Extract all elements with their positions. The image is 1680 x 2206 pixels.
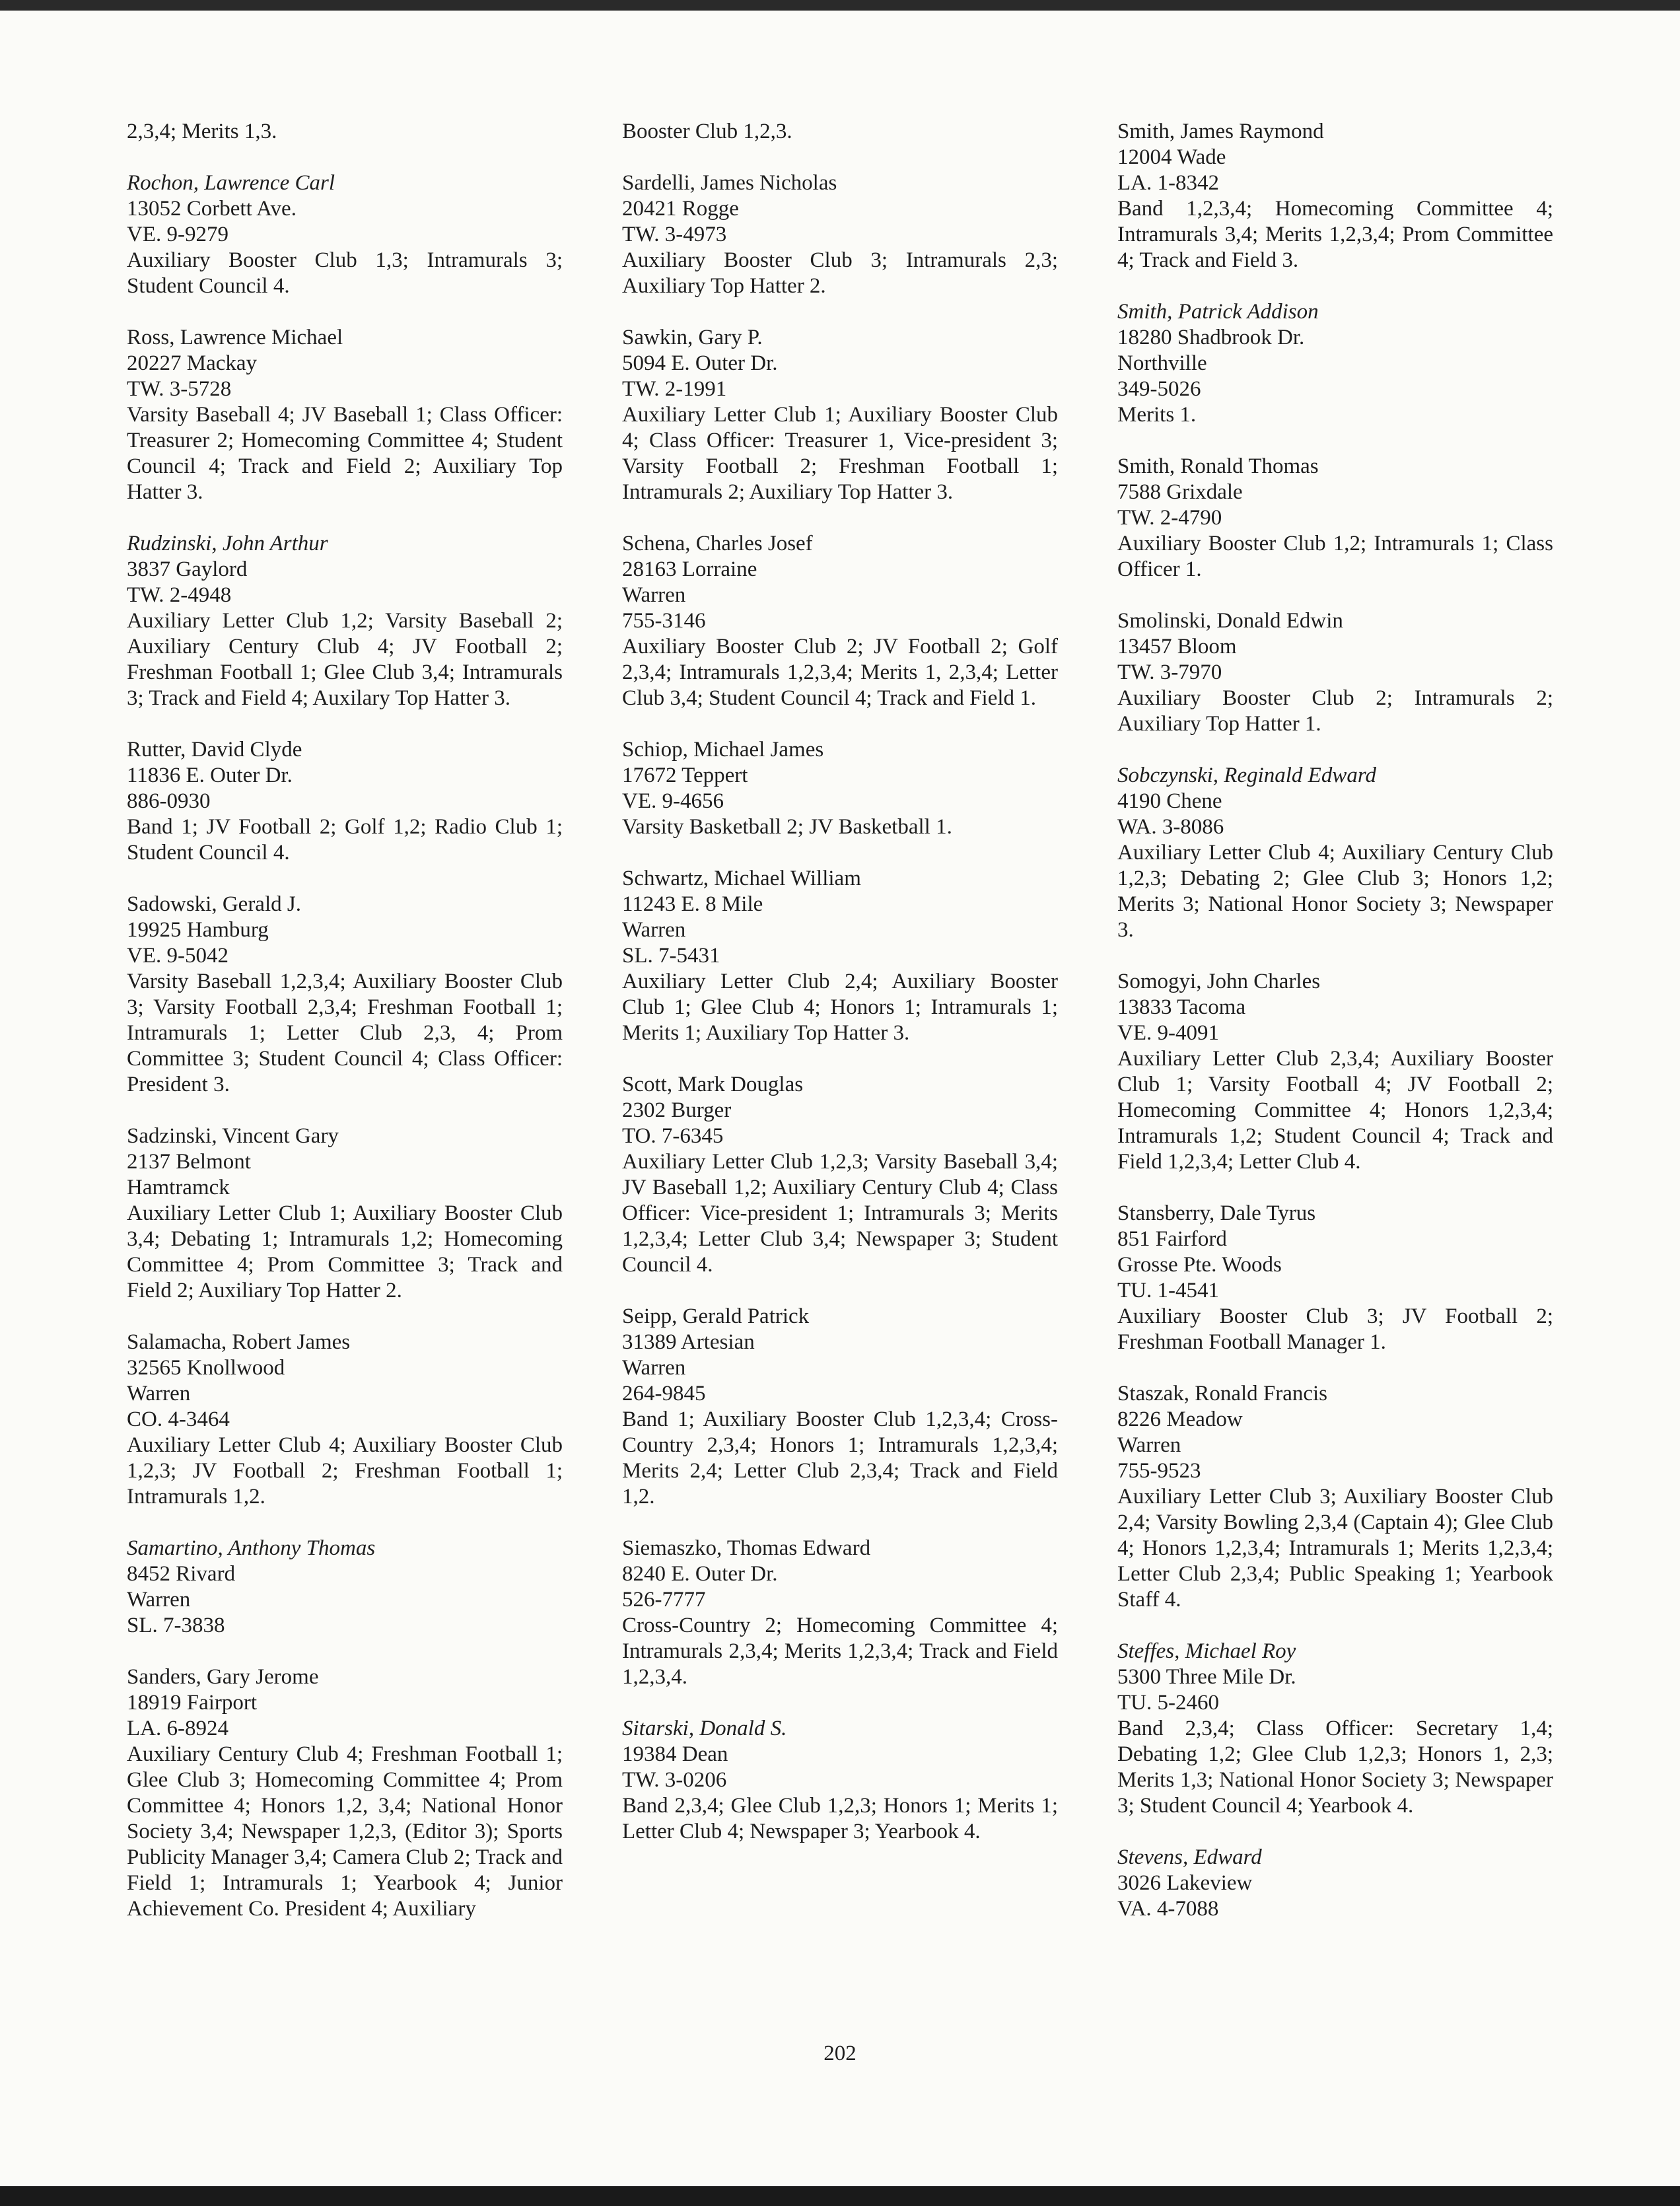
- address-line: 5094 E. Outer Dr.: [622, 351, 778, 375]
- address-line: VE. 9-4656: [622, 789, 724, 813]
- student-entry: [1117, 763, 1553, 943]
- student-entry: [1117, 299, 1553, 428]
- address-line: 755-3146: [622, 609, 706, 633]
- address-line: VA. 4-7088: [1117, 1897, 1219, 1921]
- student-name: Sawkin, Gary P.: [622, 326, 763, 349]
- student-entry: [1117, 969, 1553, 1175]
- activities-text: 2,3,4; Merits 1,3.: [127, 120, 277, 143]
- student-name: Scott, Mark Douglas: [622, 1073, 804, 1096]
- address-line: 11243 E. 8 Mile: [622, 892, 763, 916]
- student-entry: [1117, 1381, 1553, 1613]
- address-line: Grosse Pte. Woods: [1117, 1253, 1282, 1277]
- address-line: 755-9523: [1117, 1459, 1201, 1483]
- address-line: VE. 9-4091: [1117, 1021, 1219, 1045]
- column-2: [622, 119, 1058, 1870]
- student-name: Schiop, Michael James: [622, 738, 824, 762]
- address-line: TW. 3-7970: [1117, 660, 1222, 684]
- address-line: TW. 2-4948: [127, 583, 232, 607]
- address-line: Warren: [1117, 1433, 1181, 1457]
- student-entry: [127, 1123, 563, 1304]
- student-name: Smith, Ronald Thomas: [1117, 454, 1319, 478]
- activities-text: Auxiliary Letter Club 2,3,4; Auxiliary Booster Club 1; Varsity Football 4; JV Football 2; Homecoming Committee 4; Honors 1,2,3,4; Intramurals 1,2; Student Council 4; Track and Field 1,2,3,4; Letter Club 4.: [1117, 1047, 1553, 1174]
- student-entry: [1117, 608, 1553, 737]
- activities-text: Band 1; JV Football 2; Golf 1,2; Radio Club 1; Student Council 4.: [127, 815, 563, 865]
- student-name: Stansberry, Dale Tyrus: [1117, 1201, 1316, 1225]
- student-name: Sadzinski, Vincent Gary: [127, 1124, 339, 1148]
- student-name: Sardelli, James Nicholas: [622, 171, 837, 195]
- student-entry: [127, 1664, 563, 1922]
- address-line: 20421 Rogge: [622, 197, 739, 221]
- student-name: Siemaszko, Thomas Edward: [622, 1536, 871, 1560]
- student-name: Samartino, Anthony Thomas: [127, 1536, 376, 1560]
- student-entry: [127, 325, 563, 505]
- address-line: 264-9845: [622, 1382, 706, 1405]
- student-name: Sitarski, Donald S.: [622, 1717, 787, 1740]
- activities-text: Auxiliary Letter Club 1; Auxiliary Booster Club 4; Class Officer: Treasurer 1, Vice-president 3; Varsity Football 2; Freshman Football 1; Intramurals 2; Auxiliary Top Hatter 3.: [622, 403, 1058, 504]
- address-line: Warren: [622, 918, 686, 942]
- address-line: Warren: [622, 1356, 686, 1380]
- student-entry: [622, 1072, 1058, 1278]
- student-name: Rudzinski, John Arthur: [127, 532, 328, 555]
- activities-text: Merits 1.: [1117, 403, 1197, 427]
- student-name: Schwartz, Michael William: [622, 867, 861, 890]
- address-line: Warren: [622, 583, 686, 607]
- address-line: TW. 3-0206: [622, 1768, 727, 1792]
- address-line: 28163 Lorraine: [622, 557, 757, 581]
- student-entry: [622, 866, 1058, 1046]
- activities-text: Auxiliary Booster Club 2; JV Football 2; Golf 2,3,4; Intramurals 1,2,3,4; Merits 1, 2,3,4; Letter Club 3,4; Student Council 4; Track and Field 1.: [622, 635, 1058, 710]
- address-line: 17672 Teppert: [622, 764, 748, 787]
- student-entry: [622, 170, 1058, 299]
- address-line: 31389 Artesian: [622, 1330, 755, 1354]
- address-line: 18280 Shadbrook Dr.: [1117, 326, 1305, 349]
- address-line: 4190 Chene: [1117, 789, 1222, 813]
- address-line: 886-0930: [127, 789, 211, 813]
- activities-text: Auxiliary Century Club 4; Freshman Football 1; Glee Club 3; Homecoming Committee 4; Prom Committee 4; Honors 1,2, 3,4; National Honor Society 3,4; Newspaper 1,2,3, (Editor 3); Sports Publicity Manager 3,4; Camera Club 2; Track and Field 1; Intramurals 1; Yearbook 4; Junior Achievement Co. President 4; Auxiliary: [127, 1742, 563, 1921]
- column-3: [1117, 119, 1553, 1948]
- address-line: 2137 Belmont: [127, 1150, 251, 1174]
- address-line: 32565 Knollwood: [127, 1356, 285, 1380]
- address-line: 2302 Burger: [622, 1098, 732, 1122]
- address-line: TU. 5-2460: [1117, 1691, 1219, 1715]
- address-line: Warren: [127, 1588, 191, 1612]
- student-entry: [622, 1304, 1058, 1510]
- address-line: 18919 Fairport: [127, 1691, 258, 1715]
- student-entry: [1117, 1639, 1553, 1819]
- address-line: 20227 Mackay: [127, 351, 258, 375]
- activities-text: Varsity Baseball 4; JV Baseball 1; Class Officer: Treasurer 2; Homecoming Committee 4; Student Council 4; Track and Field 2; Auxiliary Top Hatter 3.: [127, 403, 563, 504]
- student-name: Seipp, Gerald Patrick: [622, 1304, 810, 1328]
- address-line: VE. 9-5042: [127, 944, 228, 968]
- activities-text: Band 1,2,3,4; Homecoming Committee 4; Intramurals 3,4; Merits 1,2,3,4; Prom Committee 4; Track and Field 3.: [1117, 197, 1553, 272]
- address-line: TW. 3-4973: [622, 223, 727, 246]
- activities-text: Auxiliary Booster Club 3; JV Football 2; Freshman Football Manager 1.: [1117, 1304, 1553, 1354]
- student-entry: [127, 737, 563, 866]
- address-line: 13833 Tacoma: [1117, 995, 1246, 1019]
- address-line: 19384 Dean: [622, 1742, 728, 1766]
- address-line: 5300 Three Mile Dr.: [1117, 1665, 1296, 1689]
- activities-text: Varsity Baseball 1,2,3,4; Auxiliary Booster Club 3; Varsity Football 2,3,4; Freshman Football 1; Intramurals 1; Letter Club 2,3, 4; Prom Committee 3; Student Council 4; Class Officer: President 3.: [127, 970, 563, 1096]
- activities-text: Band 2,3,4; Glee Club 1,2,3; Honors 1; Merits 1; Letter Club 4; Newspaper 3; Yearbook 4.: [622, 1794, 1058, 1843]
- address-line: 19925 Hamburg: [127, 918, 269, 942]
- activities-text: Auxiliary Letter Club 1,2,3; Varsity Baseball 3,4; JV Baseball 1,2; Auxiliary Century Club 4; Class Officer: Vice-president 1; Intramurals 3; Merits 1,2,3,4; Letter Club 3,4; Newspaper 3; Student Council 4.: [622, 1150, 1058, 1277]
- activities-text: Band 2,3,4; Class Officer: Secretary 1,4; Debating 1,2; Glee Club 1,2,3; Honors 1, 2,3; Merits 1,3; National Honor Society 3; Newspaper 3; Student Council 4; Yearbook 4.: [1117, 1717, 1553, 1818]
- address-line: 7588 Grixdale: [1117, 480, 1243, 504]
- address-line: WA. 3-8086: [1117, 815, 1224, 839]
- student-name: Smolinski, Donald Edwin: [1117, 609, 1343, 633]
- student-entry: [1117, 1845, 1553, 1922]
- address-line: Hamtramck: [127, 1176, 230, 1199]
- student-name: Rochon, Lawrence Carl: [127, 171, 335, 195]
- activities-text: Cross-Country 2; Homecoming Committee 4; Intramurals 2,3,4; Merits 1,2,3,4; Track and Field 1,2,3,4.: [622, 1614, 1058, 1689]
- address-line: Northville: [1117, 351, 1207, 375]
- student-name: Steffes, Michael Roy: [1117, 1639, 1296, 1663]
- student-entry: [1117, 1201, 1553, 1355]
- activities-text: Varsity Basketball 2; JV Basketball 1.: [622, 815, 952, 839]
- student-entry: [622, 737, 1058, 840]
- student-name: Sanders, Gary Jerome: [127, 1665, 319, 1689]
- activities-text: Auxiliary Booster Club 3; Intramurals 2,3; Auxiliary Top Hatter 2.: [622, 248, 1058, 298]
- activities-text: Auxiliary Letter Club 1,2; Varsity Baseball 2; Auxiliary Century Club 4; JV Football 2; Freshman Football 1; Glee Club 3,4; Intramurals 3; Track and Field 4; Auxilary Top Hatter 3.: [127, 609, 563, 710]
- student-name: Schena, Charles Josef: [622, 532, 813, 555]
- address-line: Warren: [127, 1382, 191, 1405]
- address-line: 13457 Bloom: [1117, 635, 1237, 658]
- student-name: Smith, James Raymond: [1117, 120, 1324, 143]
- activities-text: Auxiliary Letter Club 3; Auxiliary Booster Club 2,4; Varsity Bowling 2,3,4 (Captain 4); Glee Club 4; Honors 1,2,3,4; Intramurals 1; Merits 1,2,3,4; Letter Club 2,3,4; Public Speaking 1; Yearbook Staff 4.: [1117, 1485, 1553, 1612]
- activities-text: Auxiliary Letter Club 4; Auxiliary Century Club 1,2,3; Debating 2; Glee Club 3; Honors 1,2; Merits 3; National Honor Society 3; Newspaper 3.: [1117, 841, 1553, 942]
- student-entry: [1117, 119, 1553, 273]
- address-line: 8226 Meadow: [1117, 1407, 1243, 1431]
- address-line: TW. 2-1991: [622, 377, 727, 401]
- student-name: Sobczynski, Reginald Edward: [1117, 764, 1376, 787]
- student-name: Staszak, Ronald Francis: [1117, 1382, 1328, 1405]
- student-entry: [622, 325, 1058, 505]
- student-name: Stevens, Edward: [1117, 1845, 1262, 1869]
- activities-text: Auxiliary Booster Club 1,3; Intramurals 3; Student Council 4.: [127, 248, 563, 298]
- student-entry: [127, 119, 563, 145]
- activities-text: Auxiliary Booster Club 2; Intramurals 2; Auxiliary Top Hatter 1.: [1117, 686, 1553, 736]
- page-number: 202: [823, 2042, 857, 2065]
- student-name: Smith, Patrick Addison: [1117, 300, 1319, 324]
- student-entry: [622, 531, 1058, 711]
- address-line: TU. 1-4541: [1117, 1279, 1219, 1302]
- student-name: Sadowski, Gerald J.: [127, 892, 301, 916]
- student-entry: [1117, 454, 1553, 583]
- address-line: 3026 Lakeview: [1117, 1871, 1253, 1895]
- address-line: 8452 Rivard: [127, 1562, 236, 1586]
- activities-text: Auxiliary Booster Club 1,2; Intramurals 1; Class Officer 1.: [1117, 532, 1553, 581]
- address-line: 349-5026: [1117, 377, 1201, 401]
- activities-text: Band 1; Auxiliary Booster Club 1,2,3,4; Cross-Country 2,3,4; Honors 1; Intramurals 1,2,3,4; Merits 2,4; Letter Club 2,3,4; Track and Field 1,2.: [622, 1407, 1058, 1509]
- scan-top-edge: [0, 0, 1680, 11]
- address-line: CO. 4-3464: [127, 1407, 230, 1431]
- address-line: 11836 E. Outer Dr.: [127, 764, 293, 787]
- student-entry: [622, 119, 1058, 145]
- student-entry: [622, 1716, 1058, 1845]
- address-line: LA. 6-8924: [127, 1717, 228, 1740]
- address-line: 3837 Gaylord: [127, 557, 248, 581]
- address-line: 12004 Wade: [1117, 145, 1226, 169]
- scan-bottom-edge: [0, 2186, 1680, 2206]
- activities-text: Auxiliary Letter Club 1; Auxiliary Booster Club 3,4; Debating 1; Intramurals 1,2; Homecoming Committee 4; Prom Committee 3; Track and Field 2; Auxiliary Top Hatter 2.: [127, 1201, 563, 1302]
- address-line: SL. 7-5431: [622, 944, 720, 968]
- address-line: 526-7777: [622, 1588, 706, 1612]
- address-line: 13052 Corbett Ave.: [127, 197, 297, 221]
- student-name: Salamacha, Robert James: [127, 1330, 351, 1354]
- address-line: SL. 7-3838: [127, 1614, 225, 1637]
- student-entry: [127, 531, 563, 711]
- student-entry: [127, 170, 563, 299]
- activities-text: Booster Club 1,2,3.: [622, 120, 792, 143]
- address-line: VE. 9-9279: [127, 223, 228, 246]
- address-line: 851 Fairford: [1117, 1227, 1227, 1251]
- address-line: LA. 1-8342: [1117, 171, 1219, 195]
- address-line: TO. 7-6345: [622, 1124, 724, 1148]
- student-entry: [127, 1536, 563, 1639]
- activities-text: Auxiliary Letter Club 4; Auxiliary Booster Club 1,2,3; JV Football 2; Freshman Football 1; Intramurals 1,2.: [127, 1433, 563, 1509]
- student-entry: [622, 1536, 1058, 1690]
- address-line: 8240 E. Outer Dr.: [622, 1562, 778, 1586]
- student-name: Ross, Lawrence Michael: [127, 326, 343, 349]
- student-name: Somogyi, John Charles: [1117, 970, 1321, 993]
- student-name: Rutter, David Clyde: [127, 738, 302, 762]
- activities-text: Auxiliary Letter Club 2,4; Auxiliary Booster Club 1; Glee Club 4; Honors 1; Intramurals 1; Merits 1; Auxiliary Top Hatter 3.: [622, 970, 1058, 1045]
- address-line: TW. 3-5728: [127, 377, 232, 401]
- student-entry: [127, 1330, 563, 1510]
- column-1: [127, 119, 563, 1948]
- student-entry: [127, 892, 563, 1098]
- directory-page: [0, 11, 1680, 2186]
- address-line: TW. 2-4790: [1117, 506, 1222, 530]
